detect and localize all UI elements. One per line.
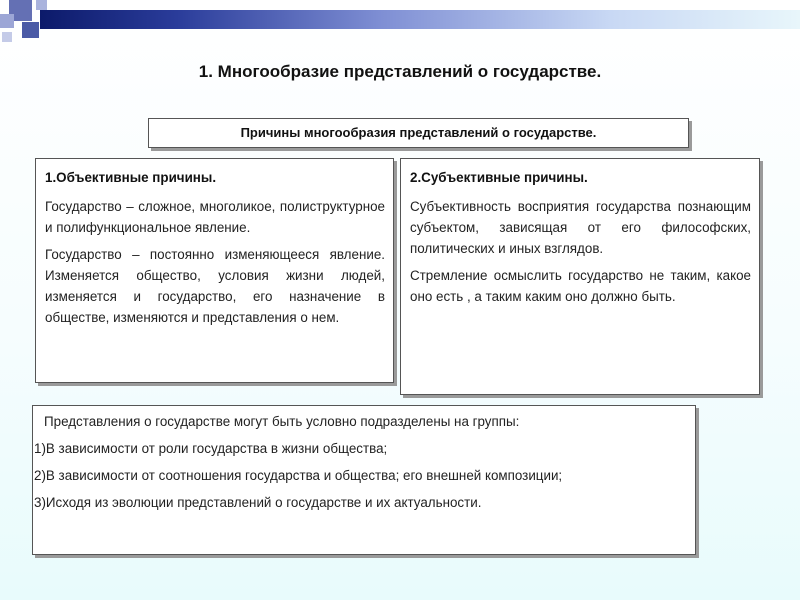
subtitle-box — [148, 118, 689, 148]
groups-intro: Представления о государстве могут быть условно подразделены на группы: — [44, 414, 520, 429]
objective-reasons-box — [35, 158, 394, 383]
subjective-paragraph: Стремление осмыслить государство не таким, какое оно есть , а таким каким оно должно быть. — [410, 268, 751, 304]
groups-item: 3)Исходя из эволюции представлений о государстве и их актуальности. — [34, 495, 482, 510]
subjective-paragraph: Субъективность восприятия государства познающим субъектом, зависящая от его философских, политических и иных взглядов. — [410, 199, 751, 256]
groups-item: 1)В зависимости от роли государства в жизни общества; — [34, 441, 388, 456]
objective-paragraph: Государство – постоянно изменяющееся явление. Изменяется общество, условия жизни людей, изменяется и государство, его назначение в обществе, изменяются и представления о нем. — [45, 247, 385, 325]
decor-square — [0, 14, 14, 28]
objective-heading: 1.Объективные причины. — [45, 170, 217, 185]
slide-title: 1. Многообразие представлений о государстве. — [198, 62, 602, 81]
subjective-heading: 2.Субъективные причины. — [410, 170, 588, 185]
groups-box — [32, 405, 696, 555]
objective-paragraph: Государство – сложное, многоликое, полиструктурное и полифункциональное явление. — [45, 199, 385, 235]
groups-item: 2)В зависимости от соотношения государства и общества; его внешней композиции; — [34, 468, 563, 483]
decor-square — [22, 22, 39, 38]
subtitle-text: Причины многообразия представлений о государстве. — [240, 125, 597, 140]
header-gradient-bar — [40, 10, 800, 29]
decor-square — [2, 32, 12, 42]
subjective-reasons-box — [400, 158, 760, 395]
decor-square — [36, 0, 47, 10]
